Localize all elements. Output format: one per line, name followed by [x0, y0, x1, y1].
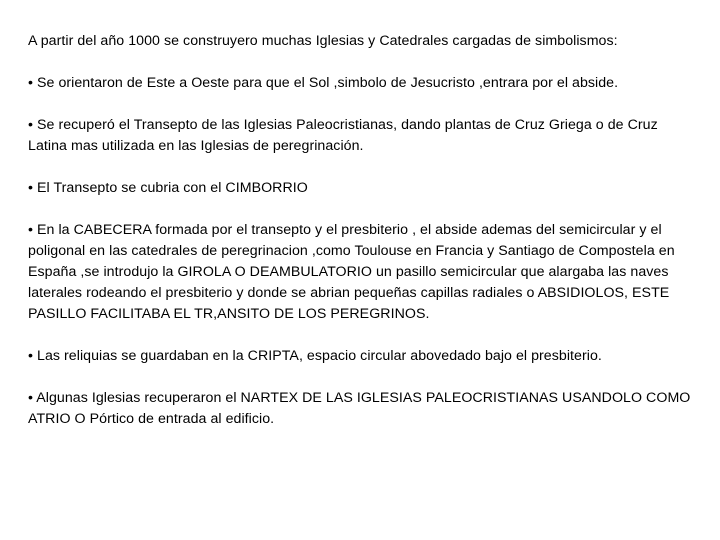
paragraph-gap: [28, 94, 698, 115]
intro-paragraph: A partir del año 1000 se construyero muchas Iglesias y Catedrales cargadas de simbolismos:: [28, 33, 618, 49]
paragraph-gap: [28, 199, 698, 220]
bullet-nartex: • Algunas Iglesias recuperaron el NARTEX DE LAS IGLESIAS PALEOCRISTIANAS USANDOLO COMO ATRIO O Pórtico de entrada al edificio.: [28, 390, 691, 427]
bullet-transepto: • Se recuperó el Transepto de las Iglesias Paleocristianas, dando plantas de Cruz Griega o de Cruz Latina mas utilizada en las Iglesias de peregrinación.: [28, 117, 658, 154]
paragraph-gap: [28, 157, 698, 178]
paragraph-gap: [28, 52, 698, 73]
bullet-orientation: • Se orientaron de Este a Oeste para que el Sol ,simbolo de Jesucristo ,entrara por el abside.: [28, 75, 619, 91]
paragraph-gap: [28, 325, 698, 346]
bullet-cabecera: • En la CABECERA formada por el transepto y el presbiterio , el abside ademas del semicircular y el poligonal en las catedrales de peregrinacion ,como Toulouse en Francia y Santiago de Compostela en España ,se introdujo la GIROLA O DEAMBULATORIO un pasillo semicircular que alargaba las naves laterales rodeando el presbiterio y donde se abrian pequeñas capillas radiales o ABSIDIOLOS, ESTE PASILLO FACILITABA EL TR,ANSITO DE LOS PEREGRINOS.: [28, 222, 675, 322]
paragraph-gap: [28, 367, 698, 388]
bullet-cimborrio: • El Transepto se cubria con el CIMBORRIO: [28, 180, 308, 196]
bullet-cripta: • Las reliquias se guardaban en la CRIPTA, espacio circular abovedado bajo el presbiterio.: [28, 348, 602, 364]
slide-text-body: [28, 31, 698, 430]
